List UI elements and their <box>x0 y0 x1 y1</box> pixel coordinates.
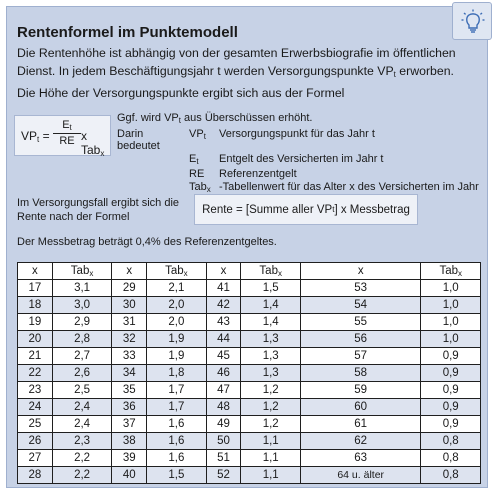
header-tab-text: Tab <box>259 264 278 277</box>
cell-age: 51 <box>206 450 241 467</box>
legend-item <box>117 153 479 169</box>
cell-tab-value: 3,1 <box>52 280 111 297</box>
table-row <box>18 382 481 399</box>
header-tab <box>147 263 206 280</box>
cell-tab-value: 0,9 <box>421 399 481 416</box>
vp-formula-box <box>14 115 111 156</box>
cell-age: 19 <box>18 314 53 331</box>
cell-tab-value: 1,0 <box>421 280 481 297</box>
cell-tab-value: 1,7 <box>147 382 206 399</box>
cell-tab-value: 1,1 <box>241 450 300 467</box>
table-row <box>18 297 481 314</box>
cell-tab-value: 1,6 <box>147 450 206 467</box>
cell-tab-value: 2,2 <box>52 450 111 467</box>
legend-text: -Tabellenwert für das Alter x des Versicherten im Jahr <box>219 180 479 193</box>
cell-age: 30 <box>112 297 147 314</box>
cell-tab-value: 1,1 <box>241 467 300 484</box>
formula-tab-sub: x <box>100 149 105 158</box>
header-tab-sub: x <box>183 268 188 278</box>
cell-tab-value: 2,1 <box>147 280 206 297</box>
legend-item <box>117 168 479 181</box>
page-title: Rentenformel im Punktemodell <box>17 24 238 41</box>
cell-age: 22 <box>18 365 53 382</box>
cell-age: 52 <box>206 467 241 484</box>
cell-tab-value: 1,9 <box>147 331 206 348</box>
header-tab-sub: x <box>457 268 462 278</box>
cell-tab-value: 1,4 <box>241 314 300 331</box>
intro-text-start: Die Rentenhöhe ist abhängig von der gesamten Erwerbsbiografie im öffentlichen Dienst. In jedem Beschäftigungsjahr t werden Versorgungspunkte VP <box>17 46 456 78</box>
cell-age: 36 <box>112 399 147 416</box>
header-tab <box>52 263 111 280</box>
cell-tab-value: 2,4 <box>52 416 111 433</box>
cell-tab-value: 0,9 <box>421 416 481 433</box>
cell-tab-value: 0,8 <box>421 433 481 450</box>
cell-tab-value: 1,5 <box>147 467 206 484</box>
cell-tab-value: 0,9 <box>421 365 481 382</box>
cell-age: 18 <box>18 297 53 314</box>
header-x: x <box>300 263 421 280</box>
table-row <box>18 314 481 331</box>
formula-legend <box>117 112 479 196</box>
table-body <box>18 280 481 484</box>
table-row <box>18 433 481 450</box>
cell-tab-value: 2,9 <box>52 314 111 331</box>
cell-age: 56 <box>300 331 421 348</box>
cell-tab-value: 2,7 <box>52 348 111 365</box>
header-x: x <box>206 263 241 280</box>
cell-age: 54 <box>300 297 421 314</box>
legend-symbol-text: Tab <box>189 180 207 193</box>
cell-tab-value: 1,6 <box>147 416 206 433</box>
cell-age: 49 <box>206 416 241 433</box>
cell-age: 46 <box>206 365 241 382</box>
table-row <box>18 280 481 297</box>
cell-tab-value: 1,3 <box>241 365 300 382</box>
cell-age: 26 <box>18 433 53 450</box>
rente-formula-box <box>194 194 418 225</box>
cell-tab-value: 2,3 <box>52 433 111 450</box>
cell-age: 31 <box>112 314 147 331</box>
versorgung-text: Im Versorgungsfall ergibt sich die Rente nach der Formel <box>17 197 180 223</box>
cell-age: 33 <box>112 348 147 365</box>
cell-age: 60 <box>300 399 421 416</box>
rente-formula-b: ] x Messbetrag <box>334 203 410 216</box>
cell-tab-value: 1,3 <box>241 331 300 348</box>
formula-numerator <box>53 119 81 134</box>
intro-text <box>17 44 467 102</box>
cell-tab-value: 0,9 <box>421 348 481 365</box>
formula-vp: VP <box>21 129 38 143</box>
cell-tab-value: 3,0 <box>52 297 111 314</box>
cell-age: 17 <box>18 280 53 297</box>
cell-tab-value: 2,6 <box>52 365 111 382</box>
cell-tab-value: 2,0 <box>147 314 206 331</box>
cell-age: 35 <box>112 382 147 399</box>
formula-numerator-sub: t <box>69 123 72 132</box>
cell-age: 23 <box>18 382 53 399</box>
cell-age: 57 <box>300 348 421 365</box>
cell-tab-value: 2,4 <box>52 399 111 416</box>
cell-age: 44 <box>206 331 241 348</box>
cell-age: 32 <box>112 331 147 348</box>
cell-age: 38 <box>112 433 147 450</box>
tab-table <box>17 262 481 484</box>
cell-age: 42 <box>206 297 241 314</box>
cell-tab-value: 1,9 <box>147 348 206 365</box>
legend-item <box>117 128 479 153</box>
legend-symbol <box>189 153 219 169</box>
cell-age: 55 <box>300 314 421 331</box>
cell-tab-value: 2,2 <box>52 467 111 484</box>
cell-tab-value: 1,2 <box>241 416 300 433</box>
cell-tab-value: 0,9 <box>421 382 481 399</box>
cell-age: 58 <box>300 365 421 382</box>
cell-tab-value: 1,3 <box>241 348 300 365</box>
formula-tab-text: x Tab <box>81 129 101 157</box>
cell-age: 47 <box>206 382 241 399</box>
cell-age: 27 <box>18 450 53 467</box>
formula-denominator: RE <box>59 135 75 147</box>
tip-badge <box>452 2 492 40</box>
legend-symbol-sub: t <box>196 156 199 166</box>
cell-age: 43 <box>206 314 241 331</box>
cell-age: 21 <box>18 348 53 365</box>
header-tab <box>421 263 481 280</box>
header-tab-sub: x <box>89 268 94 278</box>
cell-age: 63 <box>300 450 421 467</box>
header-tab-text: Tab <box>165 264 184 277</box>
cell-age: 48 <box>206 399 241 416</box>
cell-tab-value: 2,0 <box>147 297 206 314</box>
cell-age: 59 <box>300 382 421 399</box>
legend-symbol <box>189 128 219 153</box>
formula-fraction <box>53 119 81 147</box>
cell-tab-value: 1,0 <box>421 331 481 348</box>
header-tab <box>241 263 300 280</box>
table-row <box>18 348 481 365</box>
table-row <box>18 467 481 484</box>
legend-symbol-text: VP <box>189 127 204 140</box>
cell-age: 64 u. älter <box>300 467 421 484</box>
intro-text-end: erworben. Die Höhe der Versorgungspunkte ergibt sich aus der Formel <box>17 64 454 100</box>
rente-formula-a: Rente = [Summe aller VP <box>202 203 333 216</box>
table-row <box>18 450 481 467</box>
cell-tab-value: 1,0 <box>421 297 481 314</box>
cell-age: 40 <box>112 467 147 484</box>
cell-age: 29 <box>112 280 147 297</box>
cell-age: 61 <box>300 416 421 433</box>
cell-tab-value: 1,8 <box>147 365 206 382</box>
legend-note <box>117 112 479 128</box>
cell-tab-value: 0,8 <box>421 450 481 467</box>
legend-text: Referenzentgelt <box>219 168 297 180</box>
formula-equals: = <box>39 129 50 143</box>
legend-lead: Darin bedeutet <box>117 127 160 152</box>
cell-tab-value: 1,4 <box>241 297 300 314</box>
table-row <box>18 399 481 416</box>
legend-text: Entgelt des Versicherten im Jahr t <box>219 152 384 165</box>
cell-age: 37 <box>112 416 147 433</box>
legend-note-b: aus Überschüssen erhöht. <box>180 112 313 124</box>
header-tab-sub: x <box>277 268 282 278</box>
cell-tab-value: 1,1 <box>241 433 300 450</box>
lightbulb-icon <box>461 9 485 35</box>
legend-symbol-sub: t <box>203 131 206 141</box>
table-row <box>18 365 481 382</box>
legend-note-a: Ggf. wird VP <box>117 112 179 124</box>
cell-age: 28 <box>18 467 53 484</box>
formula-tab <box>81 129 110 158</box>
cell-tab-value: 1,2 <box>241 399 300 416</box>
legend-text: Versorgungspunkt für das Jahr t <box>219 127 375 140</box>
cell-age: 25 <box>18 416 53 433</box>
header-x: x <box>112 263 147 280</box>
cell-tab-value: 1,6 <box>147 433 206 450</box>
rente-formula-sub: t <box>332 205 335 214</box>
formula-lhs <box>21 129 50 144</box>
cell-age: 53 <box>300 280 421 297</box>
cell-age: 34 <box>112 365 147 382</box>
table-row <box>18 416 481 433</box>
header-tab-text: Tab <box>439 264 458 277</box>
cell-tab-value: 1,5 <box>241 280 300 297</box>
table-header-row <box>18 263 481 280</box>
cell-age: 50 <box>206 433 241 450</box>
cell-age: 39 <box>112 450 147 467</box>
cell-tab-value: 2,8 <box>52 331 111 348</box>
cell-tab-value: 1,7 <box>147 399 206 416</box>
cell-tab-value: 1,0 <box>421 314 481 331</box>
cell-tab-value: 0,8 <box>421 467 481 484</box>
cell-age: 45 <box>206 348 241 365</box>
table-row <box>18 331 481 348</box>
legend-symbol-sub: x <box>206 184 211 194</box>
formula-vp-sub: t <box>37 135 40 144</box>
header-x: x <box>18 263 53 280</box>
legend-symbol: RE <box>189 168 205 180</box>
cell-age: 24 <box>18 399 53 416</box>
legend-symbol-text: E <box>189 152 197 165</box>
cell-age: 62 <box>300 433 421 450</box>
header-tab-text: Tab <box>70 264 90 277</box>
cell-age: 20 <box>18 331 53 348</box>
messbetrag-text: Der Messbetrag beträgt 0,4% des Referenzentgeltes. <box>17 236 277 248</box>
intro-subscript: t <box>393 70 396 79</box>
cell-tab-value: 1,2 <box>241 382 300 399</box>
cell-tab-value: 2,5 <box>52 382 111 399</box>
formula-numerator-text: E <box>62 119 70 131</box>
cell-age: 41 <box>206 280 241 297</box>
legend-note-sub: t <box>178 116 181 125</box>
